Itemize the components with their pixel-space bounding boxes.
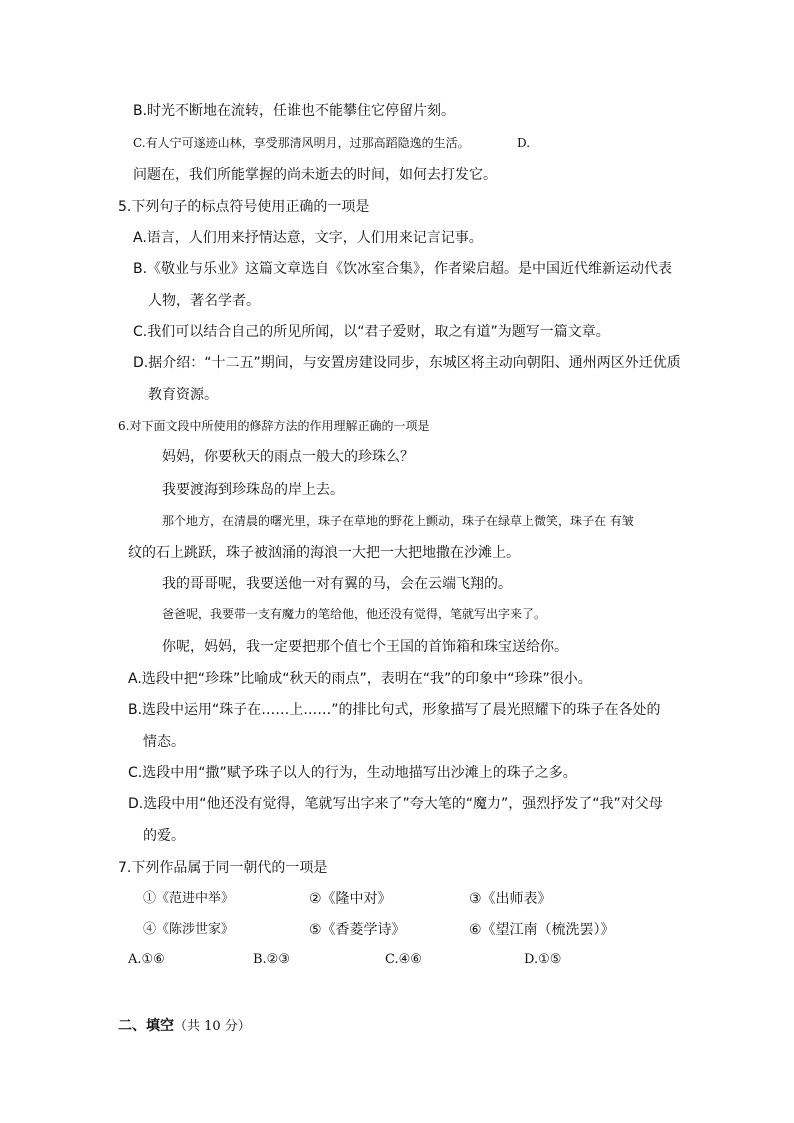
passage-line: 爸爸呢，我要带一支有魔力的笔给他，他还没有觉得，笔就写出字来了。 bbox=[162, 607, 547, 621]
q5-option-d-line1: D.据介绍：“十二五”期间，与安置房建设同步，东城区将主动向朝阳、通州两区外迁优质 bbox=[133, 355, 681, 371]
q5-option-d-line2: 教育资源。 bbox=[148, 387, 218, 403]
q7-choice-d: D.①⑤ bbox=[524, 952, 562, 967]
q6-option-d-line1: D.选段中用“他还没有觉得，笔就写出字来了”夸大笔的“魔力”，强烈抒发了“我”对父母 bbox=[128, 796, 663, 812]
passage-line: 我要渡海到珍珠岛的岸上去。 bbox=[162, 482, 344, 498]
q7-work: ④《陈涉世家》 bbox=[143, 922, 235, 937]
q7-choice-a: A.①⑥ bbox=[128, 952, 165, 967]
q5-option-b-line2: 人物，著名学者。 bbox=[148, 293, 260, 309]
q6-stem: 6.对下面文段中所使用的修辞方法的作用理解正确的一项是 bbox=[118, 419, 430, 433]
q7-choice-b: B.②③ bbox=[253, 952, 290, 967]
q6-option-a: A.选段中把“珍珠”比喻成“秋天的雨点”，表明在“我”的印象中“珍珠”很小。 bbox=[128, 671, 592, 687]
q5-option-c: C.我们可以结合自己的所见所闻，以“君子爱财，取之有道”为题写一篇文章。 bbox=[133, 324, 610, 340]
section-heading-score: （共 10 分） bbox=[174, 1019, 251, 1034]
q5-stem: 5.下列句子的标点符号使用正确的一项是 bbox=[118, 199, 370, 215]
q5-option-b-line1: B.《敬业与乐业》这篇文章选自《饮冰室合集》，作者梁启超。是中国近代维新运动代表 bbox=[133, 261, 673, 277]
q7-work: ③《出师表》 bbox=[469, 891, 552, 907]
q4-option-c: C.有人宁可遂迹山林，享受那清风明月，过那高蹈隐逸的生活。 bbox=[133, 136, 470, 150]
q6-option-d-line2: 的爱。 bbox=[143, 828, 185, 844]
passage-line: 那个地方，在清晨的曙光里，珠子在草地的野花上颤动，珠子在绿草上微笑，珠子在 有皱 bbox=[162, 514, 634, 528]
q7-choice-c: C.④⑥ bbox=[385, 952, 422, 967]
q4-option-d-text: 问题在，我们所能掌握的尚未逝去的时间，如何去打发它。 bbox=[133, 167, 497, 183]
passage-line: 你呢，妈妈，我一定要把那个值七个王国的首饰箱和珠宝送给你。 bbox=[162, 639, 568, 655]
q6-option-c: C.选段中用“撒”赋予珠子以人的行为，生动地描写出沙滩上的珠子之多。 bbox=[128, 765, 577, 781]
section-heading bbox=[118, 1017, 251, 1033]
q7-work: ⑤《香菱学诗》 bbox=[309, 922, 406, 938]
q6-option-b-line2: 情态。 bbox=[143, 734, 185, 750]
section-heading-title: 二、填空 bbox=[118, 1018, 174, 1034]
passage-line: 纹的石上跳跃，珠子被汹涌的海浪一大把一大把地撒在沙滩上。 bbox=[128, 545, 520, 561]
passage-line: 我的哥哥呢，我要送他一对有翼的马，会在云端飞翔的。 bbox=[162, 576, 512, 592]
q7-work: ①《范进中举》 bbox=[143, 891, 235, 906]
q4-option-d-label: D. bbox=[517, 136, 531, 150]
q4-option-b: B.时光不断地在流转，任谁也不能攀住它停留片刻。 bbox=[133, 103, 456, 119]
q7-work: ②《隆中对》 bbox=[309, 891, 392, 907]
q6-option-b-line1: B.选段中运用“珠子在……上……”的排比句式，形象描写了晨光照耀下的珠子在各处的 bbox=[128, 702, 661, 718]
passage-line: 妈妈，你要秋天的雨点一般大的珍珠么？ bbox=[162, 449, 414, 465]
q5-option-a: A.语言，人们用来抒情达意，文字，人们用来记言记事。 bbox=[133, 230, 483, 246]
q7-work: ⑥《望江南（梳洗罢）》 bbox=[469, 922, 615, 938]
q7-stem: 7.下列作品属于同一朝代的一项是 bbox=[118, 860, 328, 876]
